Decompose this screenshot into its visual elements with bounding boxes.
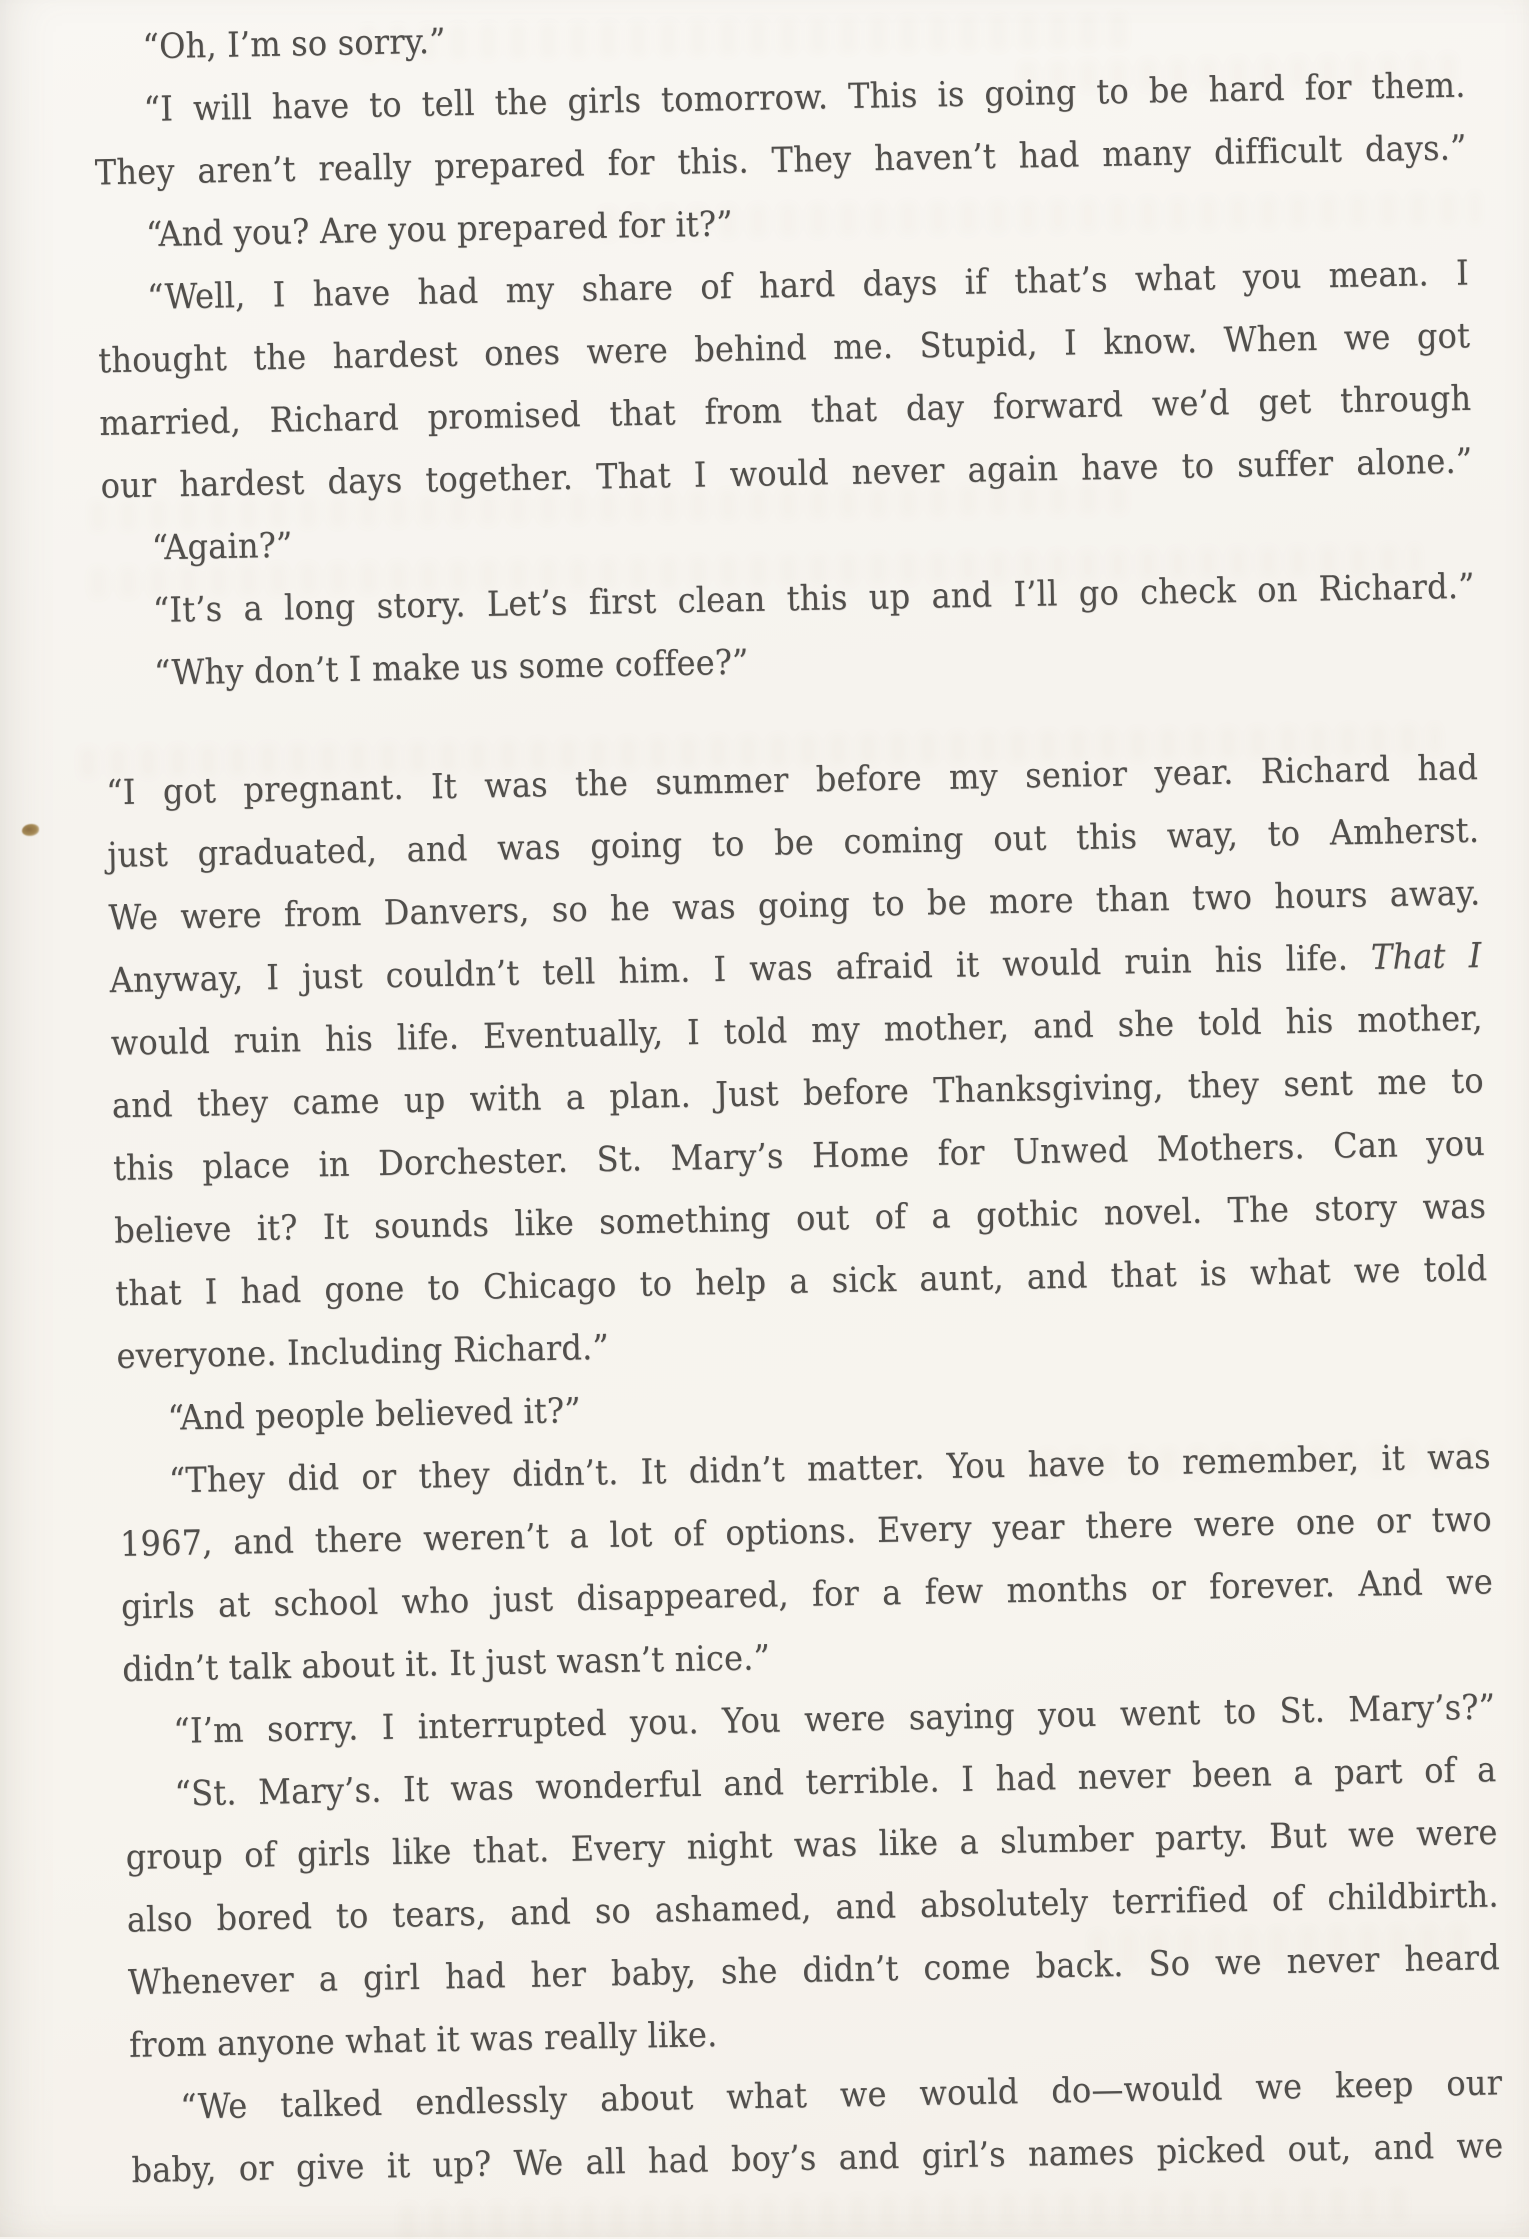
text-line: Whenever a girl had her baby, she didn’t come back. So we never heard — [127, 1926, 1500, 2014]
text-line: “They did or they didn’t. It didn’t matter. You have to remember, it was — [118, 1425, 1491, 1513]
text-line: didn’t talk about it. It just wasn’t nice.” — [122, 1613, 1495, 1701]
paragraph — [124, 1738, 1502, 2076]
bleed-through-smudge — [400, 2187, 1420, 2239]
text-line: “Why don’t I make us some coffee?” — [103, 617, 1476, 705]
text-line: group of girls like that. Every night was like a slumber party. But we were — [125, 1801, 1498, 1889]
text-line: and they came up with a plan. Just before Thanksgiving, they sent me to — [111, 1049, 1484, 1137]
text-line: 1967, and there weren’t a lot of options. Every year there were one or two — [119, 1487, 1492, 1575]
page-text — [92, 0, 1504, 2202]
paragraph — [97, 241, 1473, 517]
text-line: “I’m sorry. I interrupted you. You were saying you went to St. Mary’s?” — [123, 1675, 1496, 1763]
text-line: from anyone what it was really like. — [129, 1989, 1502, 2077]
text-line: “Oh, I’m so sorry.” — [92, 0, 1465, 79]
text-line: “I will have to tell the girls tomorrow. This is going to be hard for them. — [93, 53, 1466, 141]
page-speck — [22, 824, 39, 836]
paragraph — [130, 2051, 1504, 2201]
text-line: They aren’t really prepared for this. They haven’t had many difficult days.” — [94, 116, 1467, 204]
paragraph — [106, 736, 1489, 1387]
text-line: everyone. Including Richard.” — [116, 1300, 1489, 1388]
text-line: also bored to tears, and so ashamed, and absolutely terrified of childbirth. — [126, 1863, 1499, 1951]
text-line: “St. Mary’s. It was wonderful and terrible. I had never been a part of a — [124, 1738, 1497, 1826]
text-line: this place in Dorchester. St. Mary’s Home for Unwed Mothers. Can you — [113, 1112, 1486, 1200]
paragraph — [118, 1425, 1494, 1701]
text-line: We were from Danvers, so he was going to be more than two hours away. — [108, 861, 1481, 949]
text-line: baby, or give it up? We all had boy’s and girl’s names picked out, and we — [131, 2114, 1504, 2202]
text-line: “It’s a long story. Let’s first clean this up and I’ll go check on Richard.” — [102, 555, 1475, 643]
text-line: “And people believed it?” — [117, 1362, 1490, 1450]
text-line: just graduated, and was going to be coming out this way, to Amherst. — [107, 799, 1480, 887]
text-line: thought the hardest ones were behind me. Stupid, I know. When we got — [98, 304, 1471, 392]
paragraph — [93, 53, 1467, 203]
text-line: that I had gone to Chicago to help a sick aunt, and that is what we told — [115, 1237, 1488, 1325]
text-line: believe it? It sounds like something out of a gothic novel. The story was — [114, 1174, 1487, 1262]
text-line: Anyway, I just couldn’t tell him. I was afraid it would ruin his life. That I — [109, 924, 1482, 1012]
text-line: “I got pregnant. It was the summer before my senior year. Richard had — [106, 736, 1479, 824]
text-line: “We talked endlessly about what we would do—would we keep our — [130, 2051, 1503, 2139]
text-line: “And you? Are you prepared for it?” — [95, 179, 1468, 267]
text-line: girls at school who just disappeared, for a few months or forever. And we — [121, 1550, 1494, 1638]
text-line: married, Richard promised that from that day forward we’d get through — [99, 367, 1472, 455]
text-line: our hardest days together. That I would never again have to suffer alone.” — [100, 429, 1473, 517]
text-line: “Well, I have had my share of hard days if that’s what you mean. I — [97, 241, 1470, 329]
text-line: “Again?” — [101, 492, 1474, 580]
text-line: would ruin his life. Eventually, I told my mother, and she told his mother, — [110, 986, 1483, 1074]
